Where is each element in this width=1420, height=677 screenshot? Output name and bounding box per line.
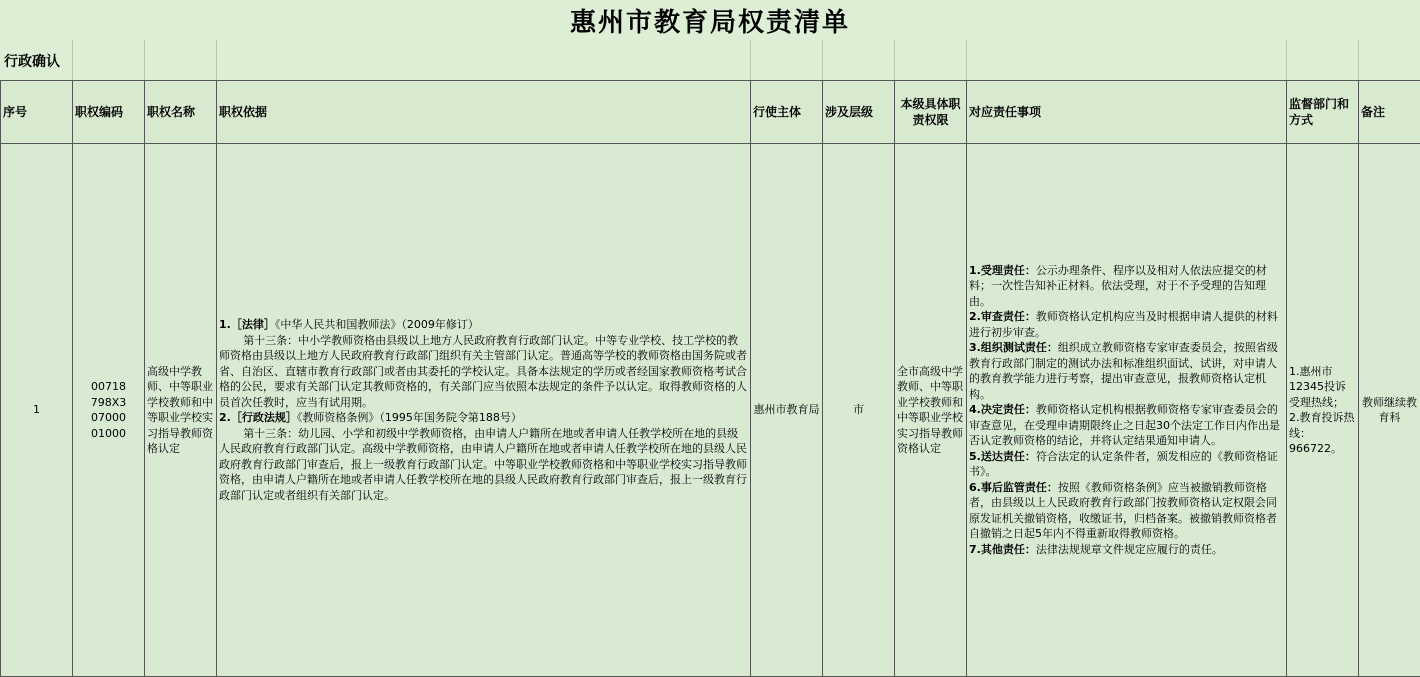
cell-supervise[interactable] xyxy=(1287,144,1359,677)
basis-label: 2.［行政法规］ xyxy=(219,411,297,424)
resp-text: 按照《教师资格条例》应当被撤销教师资格者，由县级以上人民政府教育行政部门按教师资格认定权限会同原发证机关撤销资格，收缴证书，归档备案。被撤销教师资格者自撤销之日起5年内不得重新取得教师资格。 xyxy=(969,480,1277,541)
page-title: 惠州市教育局权责清单 xyxy=(0,0,1420,41)
code-part: 07000 xyxy=(91,411,126,424)
resp-text: 公示办理条件、程序以及相对人依法应提交的材料；一次性告知补正材料。依法受理，对于不予受理的告知理由。 xyxy=(969,263,1267,308)
header-name[interactable]: 职权名称 xyxy=(145,81,217,144)
header-basis[interactable]: 职权依据 xyxy=(217,81,751,144)
resp-label: 6.事后监管责任： xyxy=(969,480,1058,494)
cell-code[interactable] xyxy=(73,144,145,677)
cell-name[interactable]: 高级中学教师、中等职业学校教师和中等职业学校实习指导教师资格认定 xyxy=(145,144,217,677)
basis-item xyxy=(219,426,748,504)
cell-resp[interactable] xyxy=(967,144,1287,677)
basis-item xyxy=(219,333,748,411)
header-code[interactable]: 职权编码 xyxy=(73,81,145,144)
resp-item xyxy=(969,402,1284,449)
basis-item xyxy=(219,317,748,333)
header-resp[interactable]: 对应责任事项 xyxy=(967,81,1287,144)
resp-label: 5.送达责任： xyxy=(969,449,1036,463)
header-level[interactable]: 涉及层级 xyxy=(823,81,895,144)
resp-text: 教师资格认定机构根据教师资格专家审查委员会的审查意见，在受理申请期限终止之日起30个法定工作日内作出是否认定教师资格的结论，并将认定结果通知申请人。 xyxy=(969,403,1280,448)
resp-text: 组织成立教师资格专家审查委员会，按照省级教育行政部门制定的测试办法和标准组织面试、试讲，对申请人的教育教学能力进行考察，提出审查意见，报教师资格认定机构。 xyxy=(969,341,1278,401)
grid-line xyxy=(1286,40,1287,80)
header-power[interactable]: 本级具体职责权限 xyxy=(895,81,967,144)
duty-table xyxy=(0,80,1420,677)
resp-label: 4.决定责任： xyxy=(969,403,1036,417)
table-row xyxy=(1,144,1420,677)
resp-text: 法律法规规章文件规定应履行的责任。 xyxy=(1035,542,1223,556)
resp-item xyxy=(969,263,1284,310)
header-row xyxy=(1,81,1420,144)
section-label: 行政确认 xyxy=(4,54,60,70)
supervise-line: 1.惠州市12345投诉受理热线； xyxy=(1289,364,1346,409)
header-supervise[interactable]: 监督部门和方式 xyxy=(1287,81,1359,144)
grid-line xyxy=(966,40,967,80)
resp-text: 符合法定的认定条件者，颁发相应的《教师资格证书》。 xyxy=(969,449,1278,479)
basis-text: 《中华人民共和国教师法》（2009年修订） xyxy=(274,318,479,331)
code-part: 798X3 xyxy=(90,395,127,409)
cell-subject[interactable]: 惠州市教育局 xyxy=(751,144,823,677)
resp-item xyxy=(969,480,1284,542)
code-part: 00718 xyxy=(91,380,126,393)
basis-text: 第十三条：中小学教师资格由县级以上地方人民政府教育行政部门认定。中等专业学校、技工学校的教师资格由县级以上地方人民政府教育行政部门组织有关主管部门认定。普通高等学校的教师资格由国务院或者省、自治区、直辖市教育行政部门或者由其委托的学校认定。具备本法规定的学历或者经国家教师资格考试合格的公民，要求有关部门认定其教师资格的，有关部门应当依照本法规定的条件予以认定。取得教师资格的人员首次任教时，应当有试用期。 xyxy=(219,333,747,409)
grid-line xyxy=(72,40,73,80)
grid-line xyxy=(144,40,145,80)
cell-power[interactable]: 全市高级中学教师、中等职业学校教师和中等职业学校实习指导教师资格认定 xyxy=(895,144,967,677)
resp-label: 3.组织测试责任： xyxy=(969,341,1058,355)
basis-text: 《教师资格条例》（1995年国务院令第188号） xyxy=(296,411,522,424)
header-remark[interactable]: 备注 xyxy=(1359,81,1420,144)
grid-line xyxy=(1358,40,1359,80)
cell-remark[interactable]: 教师继续教育科 xyxy=(1359,144,1420,677)
section-header xyxy=(0,40,1420,82)
resp-text: 教师资格认定机构应当及时根据申请人提供的材料进行初步审查。 xyxy=(969,310,1278,339)
basis-label: 1.［法律］ xyxy=(219,318,275,331)
grid-line xyxy=(216,40,217,80)
grid-line xyxy=(750,40,751,80)
cell-seq[interactable]: 1 xyxy=(1,144,73,677)
header-subject[interactable]: 行使主体 xyxy=(751,81,823,144)
basis-text: 第十三条：幼儿园、小学和初级中学教师资格，由申请人户籍所在地或者申请人任教学校所在地的县级人民政府教育行政部门认定。高级中学教师资格，由申请人户籍所在地或者申请人任教学校所在地的县级人民政府教育行政部门审查后，报上一级教育行政部门认定。中等职业学校教师资格和中等职业学校实习指导教师资格，由申请人户籍所在地或者申请人任教学校所在地的县级人民政府教育行政部门审查后，报上一级教育行政部门认定或者组织有关部门认定。 xyxy=(219,426,747,502)
header-seq[interactable]: 序号 xyxy=(1,81,73,144)
resp-label: 1.受理责任： xyxy=(969,263,1036,277)
cell-level[interactable]: 市 xyxy=(823,144,895,677)
resp-item xyxy=(969,340,1284,402)
basis-item xyxy=(219,410,748,426)
grid-line xyxy=(822,40,823,80)
resp-label: 7.其他责任： xyxy=(969,542,1036,556)
code-part: 01000 xyxy=(91,426,126,440)
supervise-line: 2.教育投诉热线：966722。 xyxy=(1289,411,1355,455)
resp-item xyxy=(969,449,1284,480)
resp-item xyxy=(969,542,1284,558)
cell-basis[interactable] xyxy=(217,144,751,677)
resp-item xyxy=(969,309,1284,340)
resp-label: 2.审查责任： xyxy=(969,310,1036,324)
grid-line xyxy=(894,40,895,80)
